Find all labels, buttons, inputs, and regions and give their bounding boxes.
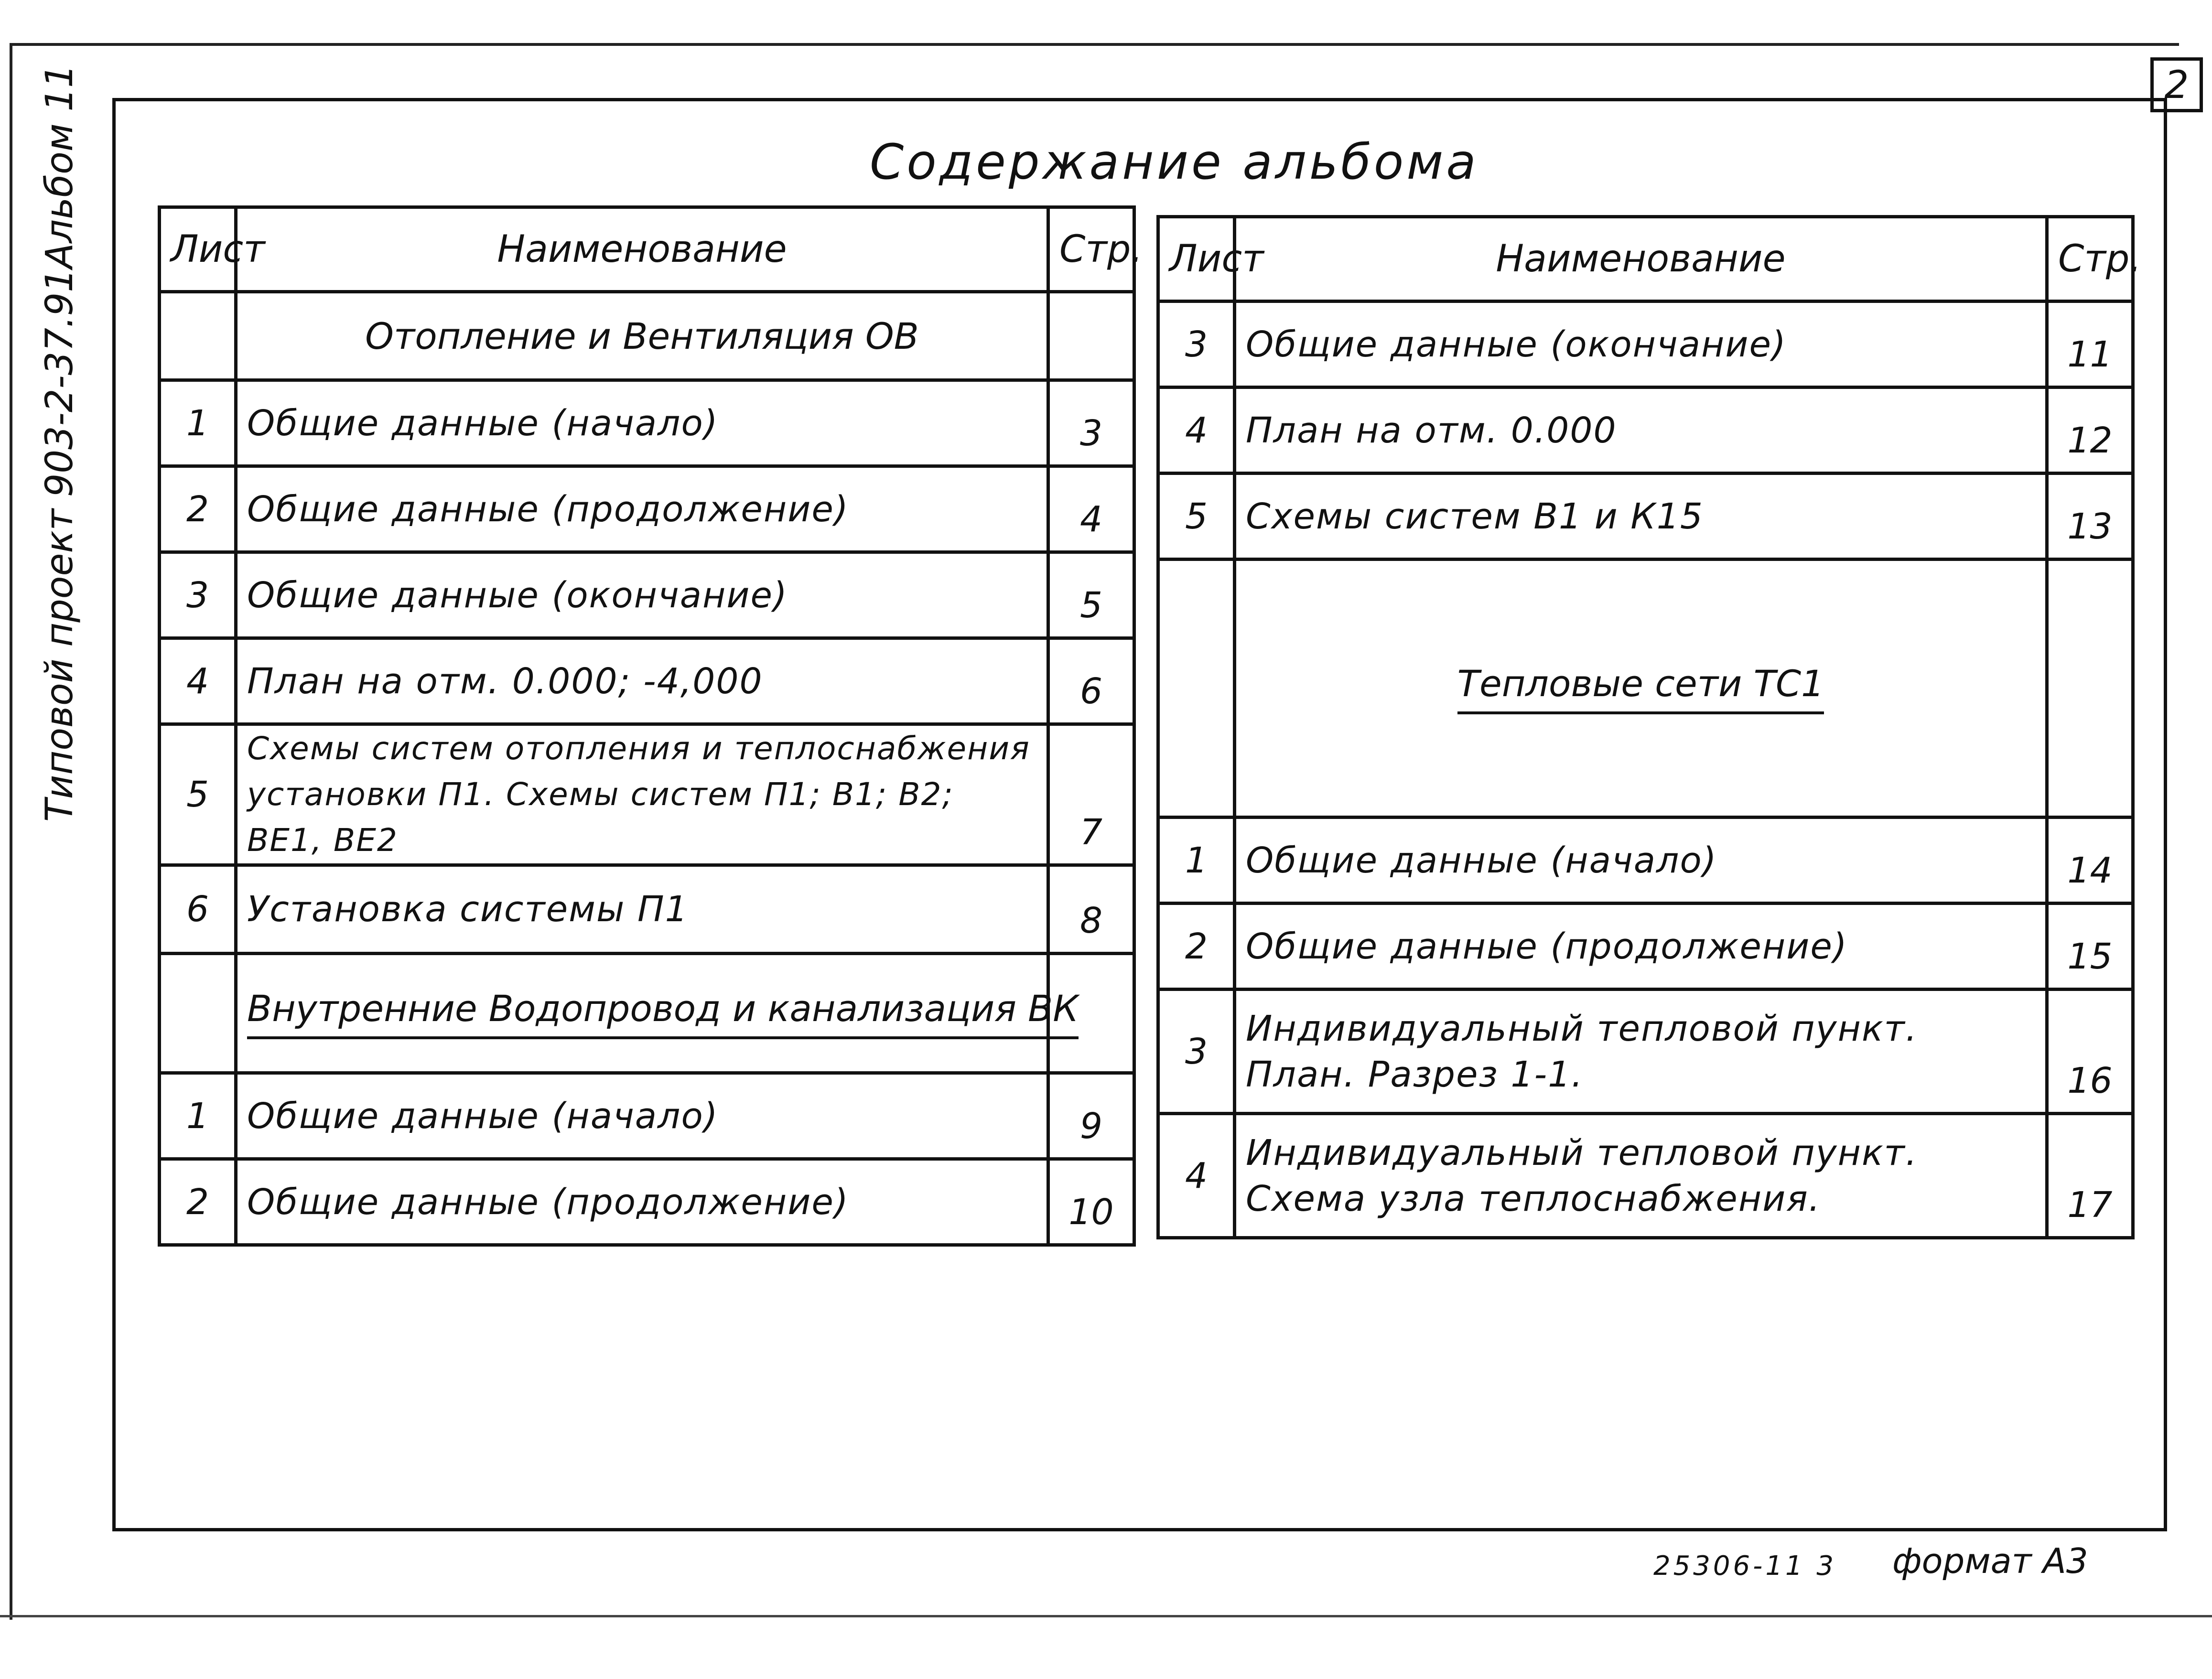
section-title-vk-text: Внутренние Водопровод и канализация ВК [247, 987, 1079, 1039]
table-row [1158, 1114, 2133, 1238]
section-row [160, 292, 1134, 380]
header-sheet: Лист [1158, 217, 1235, 301]
row-sheet: 2 [160, 466, 236, 552]
table-row [1158, 301, 2133, 387]
header-sheet: Лист [160, 207, 236, 292]
row-sheet: 3 [1158, 990, 1235, 1114]
section-title-vk [236, 954, 1079, 1073]
row-name: Общие данные (продолжение) [236, 1159, 1048, 1245]
row-name-line2: Схема узла теплоснабжения. [1246, 1178, 1821, 1219]
row-sheet: 3 [1158, 301, 1235, 387]
table-row [1158, 990, 2133, 1114]
row-name: Общие данные (начало) [236, 1073, 1048, 1159]
section-title-ts [1235, 560, 2047, 818]
left-contents-table [158, 205, 1143, 1247]
right-contents-table [1156, 215, 2142, 1239]
row-sheet: 4 [160, 638, 236, 724]
row-page: 10 [1048, 1159, 1134, 1245]
row-sheet: 1 [160, 1073, 236, 1159]
row-page: 12 [2047, 387, 2133, 474]
table-row [160, 1073, 1134, 1159]
row-sheet: 4 [1158, 387, 1235, 474]
row-page: 13 [2047, 474, 2133, 560]
row-name [1235, 990, 2047, 1114]
album-label: Альбом 11 [38, 64, 81, 269]
row-sheet: 5 [160, 724, 236, 865]
row-name: Общие данные (окончание) [236, 552, 1048, 638]
sheet-left-edge [10, 43, 12, 1620]
row-sheet: 2 [160, 1159, 236, 1245]
row-sheet: 2 [1158, 904, 1235, 990]
row-name-line2: установки П1. Схемы систем П1; В1; В2; ВЕ1, ВЕ2 [247, 776, 954, 859]
row-name: Общие данные (продолжение) [1235, 904, 2047, 990]
row-page: 15 [2047, 904, 2133, 990]
header-name: Наименование [236, 207, 1048, 292]
format-label: формат А3 [1892, 1541, 2088, 1581]
side-label [38, 64, 81, 822]
row-sheet: 1 [1158, 818, 1235, 904]
row-name-line1: Индивидуальный тепловой пункт. [1246, 1008, 1918, 1049]
section-row [1158, 560, 2133, 818]
row-name: Установка системы П1 [236, 865, 1048, 954]
table-row [160, 466, 1134, 552]
table-row [160, 1159, 1134, 1245]
row-name-line2: План. Разрез 1-1. [1246, 1054, 1584, 1095]
row-name [236, 724, 1048, 865]
row-name: Общие данные (продолжение) [236, 466, 1048, 552]
table-header-row [160, 207, 1134, 292]
row-name: Общие данные (начало) [1235, 818, 2047, 904]
section-row [160, 954, 1134, 1073]
row-name-line1: Индивидуальный тепловой пункт. [1246, 1132, 1918, 1173]
table-row [1158, 818, 2133, 904]
drawing-code: 25306-11 3 [1653, 1550, 1837, 1582]
row-sheet: 1 [160, 380, 236, 466]
row-name [1235, 1114, 2047, 1238]
project-label: Типовой проект 903-2-37.91 [38, 269, 81, 822]
row-page: 4 [1048, 466, 1134, 552]
row-page: 3 [1048, 380, 1134, 466]
row-page: 7 [1048, 724, 1134, 865]
table-row [160, 552, 1134, 638]
row-name: План на отм. 0.000; -4,000 [236, 638, 1048, 724]
row-sheet: 3 [160, 552, 236, 638]
row-name: План на отм. 0.000 [1235, 387, 2047, 474]
table-row [1158, 904, 2133, 990]
sheet-bottom-edge [0, 1615, 2212, 1617]
row-name-line1: Схемы систем отопления и теплоснабжения [247, 730, 1030, 767]
row-sheet: 5 [1158, 474, 1235, 560]
row-name: Схемы систем В1 и К15 [1235, 474, 2047, 560]
table-header-row [1158, 217, 2133, 301]
table-row [160, 865, 1134, 954]
sheet-top-edge [10, 43, 2179, 46]
header-name: Наименование [1235, 217, 2047, 301]
row-page: 11 [2047, 301, 2133, 387]
row-name: Общие данные (начало) [236, 380, 1048, 466]
table-row [1158, 387, 2133, 474]
table-row [160, 380, 1134, 466]
header-page: Стр. [2047, 217, 2133, 301]
row-page: 14 [2047, 818, 2133, 904]
row-sheet: 6 [160, 865, 236, 954]
table-row [1158, 474, 2133, 560]
section-title-ts-text: Тепловые сети ТС1 [1457, 662, 1824, 714]
row-page: 17 [2047, 1114, 2133, 1238]
table-row [160, 638, 1134, 724]
row-page: 6 [1048, 638, 1134, 724]
section-title-ov: Отопление и Вентиляция ОВ [236, 292, 1048, 380]
page-title: Содержание альбома [870, 134, 1479, 191]
row-sheet: 4 [1158, 1114, 1235, 1238]
row-page: 8 [1048, 865, 1134, 954]
sheet-number: 2 [2150, 57, 2203, 112]
row-page: 5 [1048, 552, 1134, 638]
row-page: 16 [2047, 990, 2133, 1114]
table-row [160, 724, 1134, 865]
row-name: Общие данные (окончание) [1235, 301, 2047, 387]
header-page: Стр. [1048, 207, 1134, 292]
row-page: 9 [1048, 1073, 1134, 1159]
